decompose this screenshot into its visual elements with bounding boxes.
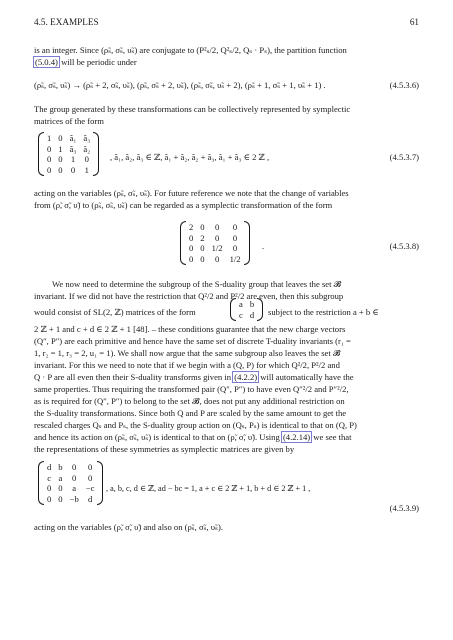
matrix-cell: 0 <box>47 164 52 175</box>
matrix-cell: d <box>87 493 93 504</box>
matrix-cell: 0 <box>200 253 205 264</box>
text-line: matrices of the form <box>34 116 104 126</box>
section-title: 4.5. EXAMPLES <box>34 17 99 27</box>
matrix-cell: 1 <box>47 133 52 143</box>
matrix-cell: 0 <box>58 133 63 143</box>
text-line: the S-duality transformations. Since both Q and P are scaled by the same amount to get the <box>34 408 347 418</box>
text-line <box>34 57 137 68</box>
matrix-cells <box>236 298 257 321</box>
equation-number: (4.5.3.7) <box>389 152 419 162</box>
matrix-cell: ã₃ <box>83 133 91 143</box>
matrix-cell: 1 <box>84 164 89 175</box>
matrix-cell: 0 <box>47 483 52 493</box>
text-line: acting on the variables (ρ̃ₛ, σ̃ₛ, υ̃ₛ). For future reference we note that the change of variables <box>34 188 349 198</box>
right-bracket <box>93 132 99 176</box>
running-header <box>34 17 419 31</box>
equation-condition: . <box>262 241 265 251</box>
matrix-cell: 1 <box>58 143 63 154</box>
right-bracket <box>97 461 103 505</box>
matrix-cell: 1/2 <box>229 253 241 264</box>
matrix-cell: ã₁ <box>69 133 77 143</box>
matrix-cell: 0 <box>47 143 52 154</box>
matrix-4538 <box>180 221 250 265</box>
matrix-cell: 0 <box>87 462 93 472</box>
text-span: Q · P are all even then their S-duality transforms given in <box>34 372 234 382</box>
matrix-cell: 0 <box>84 154 89 164</box>
matrix-cells <box>44 461 97 505</box>
matrix-cell: 0 <box>214 253 220 264</box>
matrix-cell: 0 <box>189 243 194 253</box>
matrix-cell: 0 <box>232 243 238 253</box>
matrix-cell: 2 <box>189 222 194 232</box>
page-number: 61 <box>409 17 419 27</box>
text-line <box>34 432 351 443</box>
matrix-cell: 0 <box>58 483 63 493</box>
text-line: is an integer. Since (ρ̃ₛ, σ̃ₛ, υ̃ₛ) are conjugate to (P²ₛ/2, Q²ₛ/2, Qₛ · Pₛ), the partition function <box>34 45 347 55</box>
matrix-cell: c <box>47 472 52 483</box>
matrix-cell: 0 <box>214 222 220 232</box>
matrix-cell: 0 <box>232 222 238 232</box>
inline-matrix <box>230 298 263 321</box>
matrix-cell: 0 <box>47 154 52 164</box>
right-bracket <box>244 221 250 265</box>
equation-ref-link[interactable]: (5.0.4) <box>35 57 58 67</box>
matrix-cell: c <box>239 309 243 320</box>
matrix-cell: 0 <box>58 154 63 164</box>
matrix-cell: 0 <box>70 164 76 175</box>
matrix-cell: a <box>58 472 63 483</box>
text-line: The group generated by these transformations can be collectively represented by symplectic <box>34 104 351 114</box>
matrix-cell: 0 <box>87 472 93 483</box>
matrix-cell: 0 <box>200 222 205 232</box>
matrix-cell: 0 <box>189 232 194 243</box>
text-line: 2 ℤ + 1 and c + d ∈ 2 ℤ + 1 [48]. – these conditions guarantee that the new charge vectors <box>34 324 346 334</box>
text-line: 1, r₂ = 1, r₃ = 2, u₁ = 1). We shall now argue that the same subgroup also leaves the set 𝓑 <box>34 348 341 358</box>
matrix-cell: 1/2 <box>211 243 223 253</box>
matrix-cell: 2 <box>200 232 205 243</box>
equation-ref-link[interactable]: (4.2.2) <box>234 372 258 382</box>
matrix-cells <box>44 132 93 176</box>
text-line: rescaled charges Qₛ and Pₛ, the S-duality group action on (Qₛ, Pₛ) is identical to that on (Q, P) <box>34 420 357 430</box>
text-line: We now need to determine the subgroup of the S-duality group that leaves the set 𝓑 <box>52 279 342 289</box>
text-span: and hence its action on (ρ̃ₛ, σ̃ₛ, υ̃ₛ) is identical to that on (ρ̃, σ̃, υ̃). Using <box>34 432 282 442</box>
text-span: we see that <box>311 432 352 442</box>
text-span: will be periodic under <box>58 57 137 67</box>
matrix-cell: 1 <box>70 154 76 164</box>
matrix-cell: −b <box>69 493 79 504</box>
text-line: same properties. Thus requiring the transformed pair (Q″, P″) to have even Q″²/2 and P″²/2, <box>34 384 349 394</box>
matrix-cell: 0 <box>214 232 220 243</box>
equation-condition: , ã₁, ã₂, ã₃ ∈ ℤ, ã₁ + ã₂, ã₂ + ã₃, ã₁ + ã₃ ∈ 2 ℤ , <box>110 152 270 162</box>
text-line: (Q″, P″) are each primitive and hence have the same set of discrete T-duality invariants (r₁ = <box>34 336 351 346</box>
matrix-cell: 0 <box>72 462 77 472</box>
matrix-cell: d <box>249 309 255 320</box>
equation-ref-link[interactable]: (4.2.14) <box>282 432 311 442</box>
matrix-cell: b <box>58 462 63 472</box>
matrix-cell: 0 <box>47 493 52 504</box>
matrix-cell: d <box>47 462 52 472</box>
matrix-cell: a <box>72 483 77 493</box>
text-line: as is required for (Q″, P″) to belong to the set 𝓑, does not put any additional restriction on <box>34 396 345 406</box>
text-line: invariant. If we did not have the restriction that Q²/2 and P²/2 are even, then this subgroup <box>34 291 344 301</box>
equation-4536: (ρ̃ₛ, σ̃ₛ, υ̃ₛ) → (ρ̃ₛ + 2, σ̃ₛ, υ̃ₛ), (ρ̃ₛ, σ̃ₛ + 2, υ̃ₛ), (ρ̃ₛ, σ̃ₛ, υ̃ₛ + 2), (ρ̃ₛ + 1, σ̃ₛ + 1, υ̃ₛ + 1) . <box>34 80 326 90</box>
right-bracket <box>257 298 263 321</box>
text-span: would consist of SL(2, ℤ) matrices of the form <box>34 307 196 317</box>
text-line: the representations of these symmetries as symplectic matrices are given by <box>34 444 295 454</box>
matrix-cell: 0 <box>232 232 238 243</box>
text-line: from (ρ̃, σ̃, υ̃) to (ρ̃ₛ, σ̃ₛ, υ̃ₛ) can be regarded as a symplectic transformation of the form <box>34 200 333 210</box>
equation-number: (4.5.3.8) <box>389 241 419 251</box>
matrix-cell: 0 <box>58 164 63 175</box>
text-line <box>34 307 196 318</box>
text-line <box>34 372 354 383</box>
matrix-cells <box>186 221 244 265</box>
matrix-cell: ã₂ <box>83 143 91 154</box>
matrix-cell: a <box>239 299 243 309</box>
matrix-4539 <box>38 461 103 505</box>
matrix-cell: 0 <box>189 253 194 264</box>
matrix-cell: 0 <box>200 243 205 253</box>
matrix-cell: ã₃ <box>69 143 77 154</box>
matrix-cell: b <box>249 299 255 309</box>
matrix-4537 <box>38 132 99 176</box>
matrix-cell: 0 <box>72 472 77 483</box>
equation-number: (4.5.3.9) <box>389 503 419 513</box>
equation-number: (4.5.3.6) <box>389 80 419 90</box>
text-span: will automatically have the <box>258 372 354 382</box>
text-span: subject to the restriction a + b ∈ <box>268 307 379 317</box>
equation-condition: , a, b, c, d ∈ ℤ, ad − bc = 1, a + c ∈ 2 ℤ + 1, b + d ∈ 2 ℤ + 1 , <box>106 484 311 493</box>
text-line: invariant. For this we need to note that if we begin with a (Q, P) for which Q²/2, P²/2 and <box>34 360 340 370</box>
text-line: acting on the variables (ρ̃, σ̃, υ̃) and also on (ρ̃ₛ, σ̃ₛ, υ̃ₛ). <box>34 522 223 532</box>
matrix-cell: 0 <box>58 493 63 504</box>
matrix-cell: −c <box>85 483 95 493</box>
